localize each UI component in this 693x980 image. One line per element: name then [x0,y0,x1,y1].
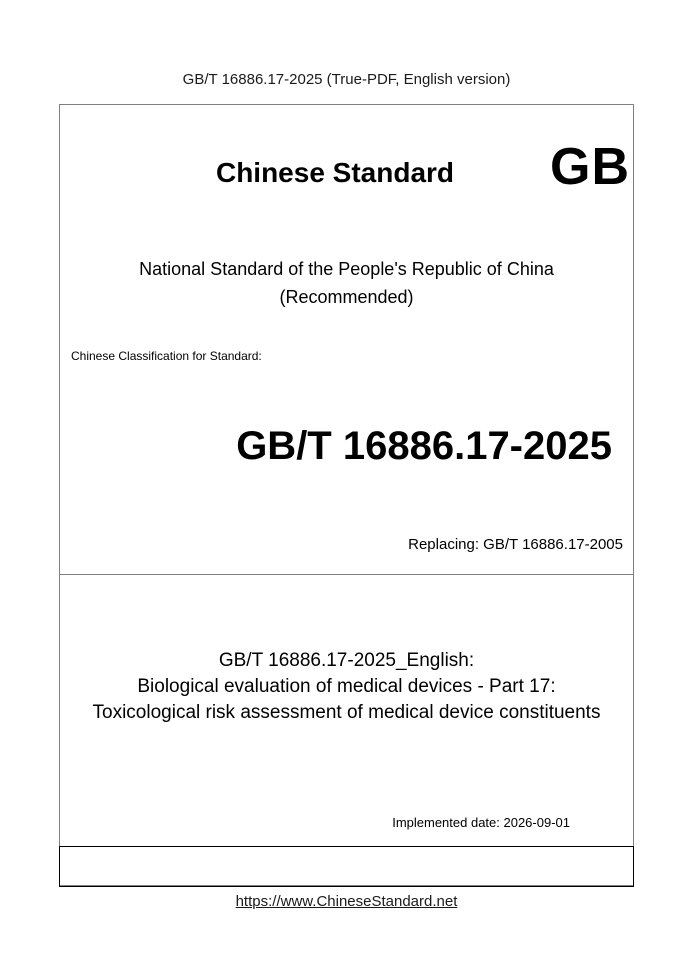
standard-number: GB/T 16886.17-2025 [236,424,612,468]
gb-mark: GB [550,138,630,196]
website-link[interactable]: https://www.ChineseStandard.net [235,893,458,910]
section-divider [59,574,634,575]
title-block [59,648,634,726]
cover-heading: Chinese Standard [215,157,455,188]
cover-frame [59,104,634,886]
replacing-line: Replacing: GB/T 16886.17-2005 [408,536,623,553]
national-standard-line: National Standard of the People's Republic of China [139,259,554,279]
recommended-line: (Recommended) [279,287,414,307]
document-header: GB/T 16886.17-2025 (True-PDF, English version) [182,71,511,88]
title-line-1: GB/T 16886.17-2025_English: [218,650,475,671]
title-line-3: Toxicological risk assessment of medical device constituents [92,702,601,723]
bottom-box [59,846,634,887]
classification-label: Chinese Classification for Standard: [71,349,262,363]
title-line-2: Biological evaluation of medical devices - Part 17: [137,676,556,697]
implemented-date: Implemented date: 2026-09-01 [392,815,570,830]
